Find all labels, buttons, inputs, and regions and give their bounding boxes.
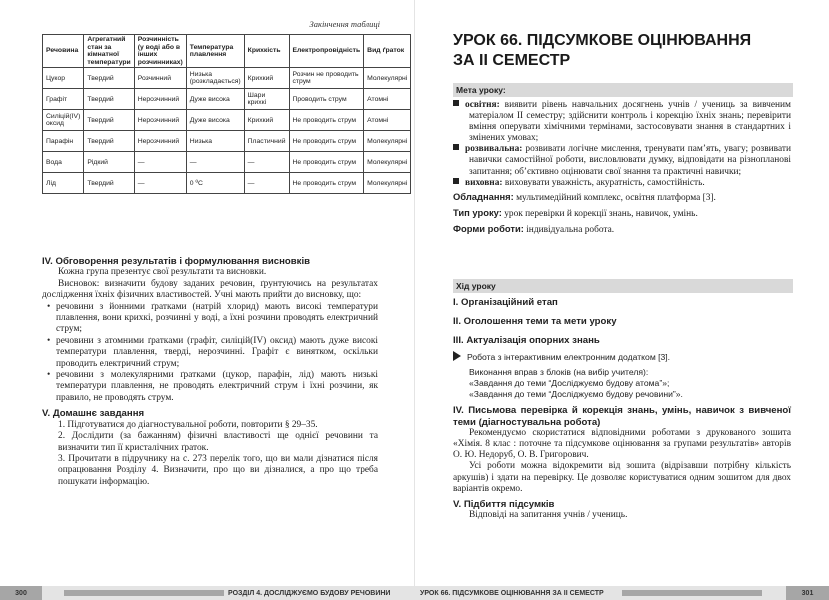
stage-heading: IV. Письмова перевірка й корекція знань, умінь, навичок з вивченої теми (діагностувальна робота) bbox=[453, 405, 791, 428]
work-forms-text: індивідуальна робота. bbox=[523, 224, 615, 235]
table-cell: — bbox=[134, 173, 186, 194]
paragraph: Відповіді на запитання учнів / учениць. bbox=[469, 510, 628, 521]
page-number-left: 300 bbox=[0, 586, 42, 600]
table-header-row bbox=[43, 35, 411, 68]
table-cell: Твердий bbox=[84, 89, 134, 110]
left-text-block bbox=[42, 256, 378, 488]
table-row bbox=[43, 173, 411, 194]
section-heading: V. Домашнє завдання bbox=[42, 408, 145, 420]
table-cell: Молекулярні bbox=[364, 152, 411, 173]
table-cell: Молекулярні bbox=[364, 131, 411, 152]
stage3-item bbox=[453, 351, 791, 364]
list-item: 3. Прочитати в підручнику на с. 273 перелік того, що ви мали дізнатися після опрацювання Розділу 4. Визначити, про що ви дізналися, а про що треба пошукати інформацію. bbox=[58, 453, 378, 487]
table-cell: Пластичний bbox=[244, 131, 289, 152]
goal-item bbox=[453, 178, 791, 189]
table-cell: Атомні bbox=[364, 89, 411, 110]
equipment-line bbox=[453, 191, 791, 204]
table-cell: — bbox=[134, 152, 186, 173]
equipment-text: мультимедійний комплекс, освітня платформа [3]. bbox=[513, 192, 716, 203]
lesson-title-line: УРОК 66. ПІДСУМКОВЕ ОЦІНЮВАННЯ bbox=[453, 32, 752, 49]
list-item: • речовини з йонними ґратками (натрій хлорид) мають високі температури плавлення, вони крихкі, розчинні у воді, а їхні розчини проводять електричний струм; bbox=[56, 302, 378, 336]
table-cell: Атомні bbox=[364, 110, 411, 131]
list-item: 1. Підготуватися до діагностувальної роботи, повторити § 29–35. bbox=[58, 419, 318, 430]
table-row bbox=[43, 89, 411, 110]
table-cell: — bbox=[244, 173, 289, 194]
stage3-item-text: Робота з інтерактивним електронним додатком [3]. bbox=[467, 351, 671, 362]
table-cell: Вода bbox=[43, 152, 84, 173]
table-header-cell: Вид ґраток bbox=[364, 35, 411, 68]
table-cell: 0 ºС bbox=[186, 173, 244, 194]
table-cell: Молекулярні bbox=[364, 68, 411, 89]
square-bullet-icon bbox=[453, 100, 459, 106]
table-cell: Низька bbox=[186, 131, 244, 152]
table-header-cell: Крихкість bbox=[244, 35, 289, 68]
table-row bbox=[43, 131, 411, 152]
table-cell: Графіт bbox=[43, 89, 84, 110]
table-cell: Нерозчинний bbox=[134, 89, 186, 110]
square-bullet-icon bbox=[453, 144, 459, 150]
table-cell: Дуже висока bbox=[186, 89, 244, 110]
goal-header: Мета уроку: bbox=[453, 83, 793, 97]
lesson-type-label: Тип уроку: bbox=[453, 206, 502, 218]
goal-text: виявити рівень навчальних досягнень учнів / учениць за вивченим матеріалом ІІ семестру; здійснити контроль і корекцію їхніх знань; перевірити вміння оперувати хімічними термінами, застосовувати знання в стандартних і змінених умовах; bbox=[469, 100, 791, 144]
table-cell: Дуже висока bbox=[186, 110, 244, 131]
lesson-steps bbox=[453, 297, 791, 521]
table-cell: Не проводить струм bbox=[289, 110, 364, 131]
paragraph: Кожна група презентує свої результати та висновки. bbox=[58, 267, 267, 278]
properties-table bbox=[42, 34, 411, 194]
paragraph: Виконання вправ з блоків (на вибір учителя): bbox=[469, 366, 649, 377]
table-cell: Розчин не проводить струм bbox=[289, 68, 364, 89]
table-cell: Низька (розкладається) bbox=[186, 68, 244, 89]
table-header-cell: Розчинність (у воді або в інших розчинниках) bbox=[134, 35, 186, 68]
table-cell: Розчинний bbox=[134, 68, 186, 89]
play-triangle-icon bbox=[453, 351, 461, 361]
table-cell: Молекулярні bbox=[364, 173, 411, 194]
paragraph: Висновок: визначити будову заданих речовин, ґрунтуючись на результатах дослідження їхніх фізичних властивостей. Учні мають прийти до висновку, що: bbox=[42, 278, 378, 301]
table-row bbox=[43, 110, 411, 131]
table-cell: Цукор bbox=[43, 68, 84, 89]
table-cell: Не проводить струм bbox=[289, 173, 364, 194]
list-item: 2. Дослідити (за бажанням) фізичні властивості ще однієї речовини та визначити тип її кристалічних ґраток. bbox=[58, 431, 378, 453]
work-forms-line bbox=[453, 223, 791, 236]
square-bullet-icon bbox=[453, 178, 459, 184]
paragraph: «Завдання до теми “Досліджуємо будову атома”»; bbox=[469, 378, 670, 389]
table-continuation-note: Закінчення таблиці bbox=[309, 19, 380, 29]
table-cell: Твердий bbox=[84, 68, 134, 89]
table-cell: Лід bbox=[43, 173, 84, 194]
table-cell: Нерозчинний bbox=[134, 110, 186, 131]
table-cell: Не проводить струм bbox=[289, 131, 364, 152]
table-header-cell: Речовина bbox=[43, 35, 84, 68]
table-cell: Шари крихкі bbox=[244, 89, 289, 110]
paragraph: Усі роботи можна відокремити від зошита (відрізавши потрібну кількість аркушів) і здати на перевірку. Це дозволяє користуватися одним зошитом для двох варіантів окремо. bbox=[453, 461, 791, 494]
table-cell: Крихкий bbox=[244, 110, 289, 131]
running-head-left: РОЗДІЛ 4. ДОСЛІДЖУЄМО БУДОВУ РЕЧОВИНИ bbox=[228, 589, 391, 597]
left-page bbox=[0, 0, 414, 586]
equipment-label: Обладнання: bbox=[453, 190, 514, 202]
lesson-type-line bbox=[453, 207, 791, 220]
homework-list bbox=[42, 420, 378, 488]
goal-item bbox=[453, 100, 791, 144]
table-row bbox=[43, 68, 411, 89]
table-cell: Нерозчинний bbox=[134, 131, 186, 152]
goal-item bbox=[453, 144, 791, 177]
table-cell: — bbox=[244, 152, 289, 173]
work-forms-label: Форми роботи: bbox=[453, 222, 524, 234]
stage-heading: I. Організаційний етап bbox=[453, 297, 558, 308]
footer-bar bbox=[622, 590, 762, 596]
stage-heading: II. Оголошення теми та мети уроку bbox=[453, 316, 617, 328]
table-header-cell: Агрегатний стан за кімнатної температури bbox=[84, 35, 134, 68]
table-cell: Парафін bbox=[43, 131, 84, 152]
stage3-details bbox=[453, 367, 791, 401]
course-header: Хід уроку bbox=[453, 279, 793, 293]
lesson-type-text: урок перевірки й корекції знань, навичок, умінь. bbox=[501, 208, 698, 219]
paragraph: Рекомендуємо скористатися відповідними роботами з друкованого зошита «Хімія. 8 клас : поточне та підсумкове оцінювання за групами результатів» авторів О. Ю. Недоруб, О. В. Григорович. bbox=[453, 427, 791, 461]
table-row bbox=[43, 152, 411, 173]
table-cell: Рідкий bbox=[84, 152, 134, 173]
section-heading: IV. Обговорення результатів і формулювання висновків bbox=[42, 256, 311, 267]
paragraph: «Завдання до теми “Досліджуємо будову речовини”». bbox=[469, 389, 683, 400]
goal-text: виховувати уважність, акуратність, самостійність. bbox=[502, 177, 705, 188]
lesson-title-line: ЗА ІІ СЕМЕСТР bbox=[453, 52, 571, 69]
running-head-right: УРОК 66. ПІДСУМКОВЕ ОЦІНЮВАННЯ ЗА ІІ СЕМЕСТР bbox=[420, 589, 604, 597]
list-item: • речовини з атомними ґратками (графіт, силіцій(IV) оксид) мають дуже високі температури плавлення, тверді, нерозчинні. Графіт є винятком, оскільки проводить електричний струм; bbox=[56, 336, 378, 370]
stage-heading: V. Підбиття підсумків bbox=[453, 499, 555, 511]
table-cell: Не проводить струм bbox=[289, 152, 364, 173]
stage-heading: III. Актуалізація опорних знань bbox=[453, 335, 600, 347]
footer bbox=[0, 586, 829, 600]
list-item: • речовини з молекулярними ґратками (цукор, парафін, лід) мають низькі температури плавлення, не проводять електричний струм і їхні розчини, як правило, не проводять струм. bbox=[56, 370, 378, 404]
goal-label: виховна: bbox=[465, 177, 503, 188]
goal-text: розвивати логічне мислення, тренувати пам’ять, увагу; розвивати навички самостійної роботи, висловлювати думку, відповідати на різнопланові запитання; об’єктивно оцінювати свої знання та практичні навички; bbox=[469, 144, 791, 177]
table-cell: — bbox=[186, 152, 244, 173]
table-cell: Силіцій(IV) оксид bbox=[43, 110, 84, 131]
table-header-cell: Електропровідність bbox=[289, 35, 364, 68]
conclusion-list bbox=[42, 302, 378, 405]
footer-bar bbox=[64, 590, 224, 596]
table-cell: Проводить струм bbox=[289, 89, 364, 110]
goal-label: освітня: bbox=[465, 100, 500, 110]
lesson-title bbox=[453, 31, 751, 71]
table-cell: Твердий bbox=[84, 110, 134, 131]
right-page bbox=[415, 0, 829, 586]
table-cell: Твердий bbox=[84, 131, 134, 152]
table-cell: Твердий bbox=[84, 173, 134, 194]
page-number-right: 301 bbox=[786, 586, 829, 600]
goal-label: розвивальна: bbox=[465, 144, 523, 155]
table-cell: Крихкий bbox=[244, 68, 289, 89]
goals-block bbox=[453, 100, 791, 236]
table-header-cell: Температура плавлення bbox=[186, 35, 244, 68]
